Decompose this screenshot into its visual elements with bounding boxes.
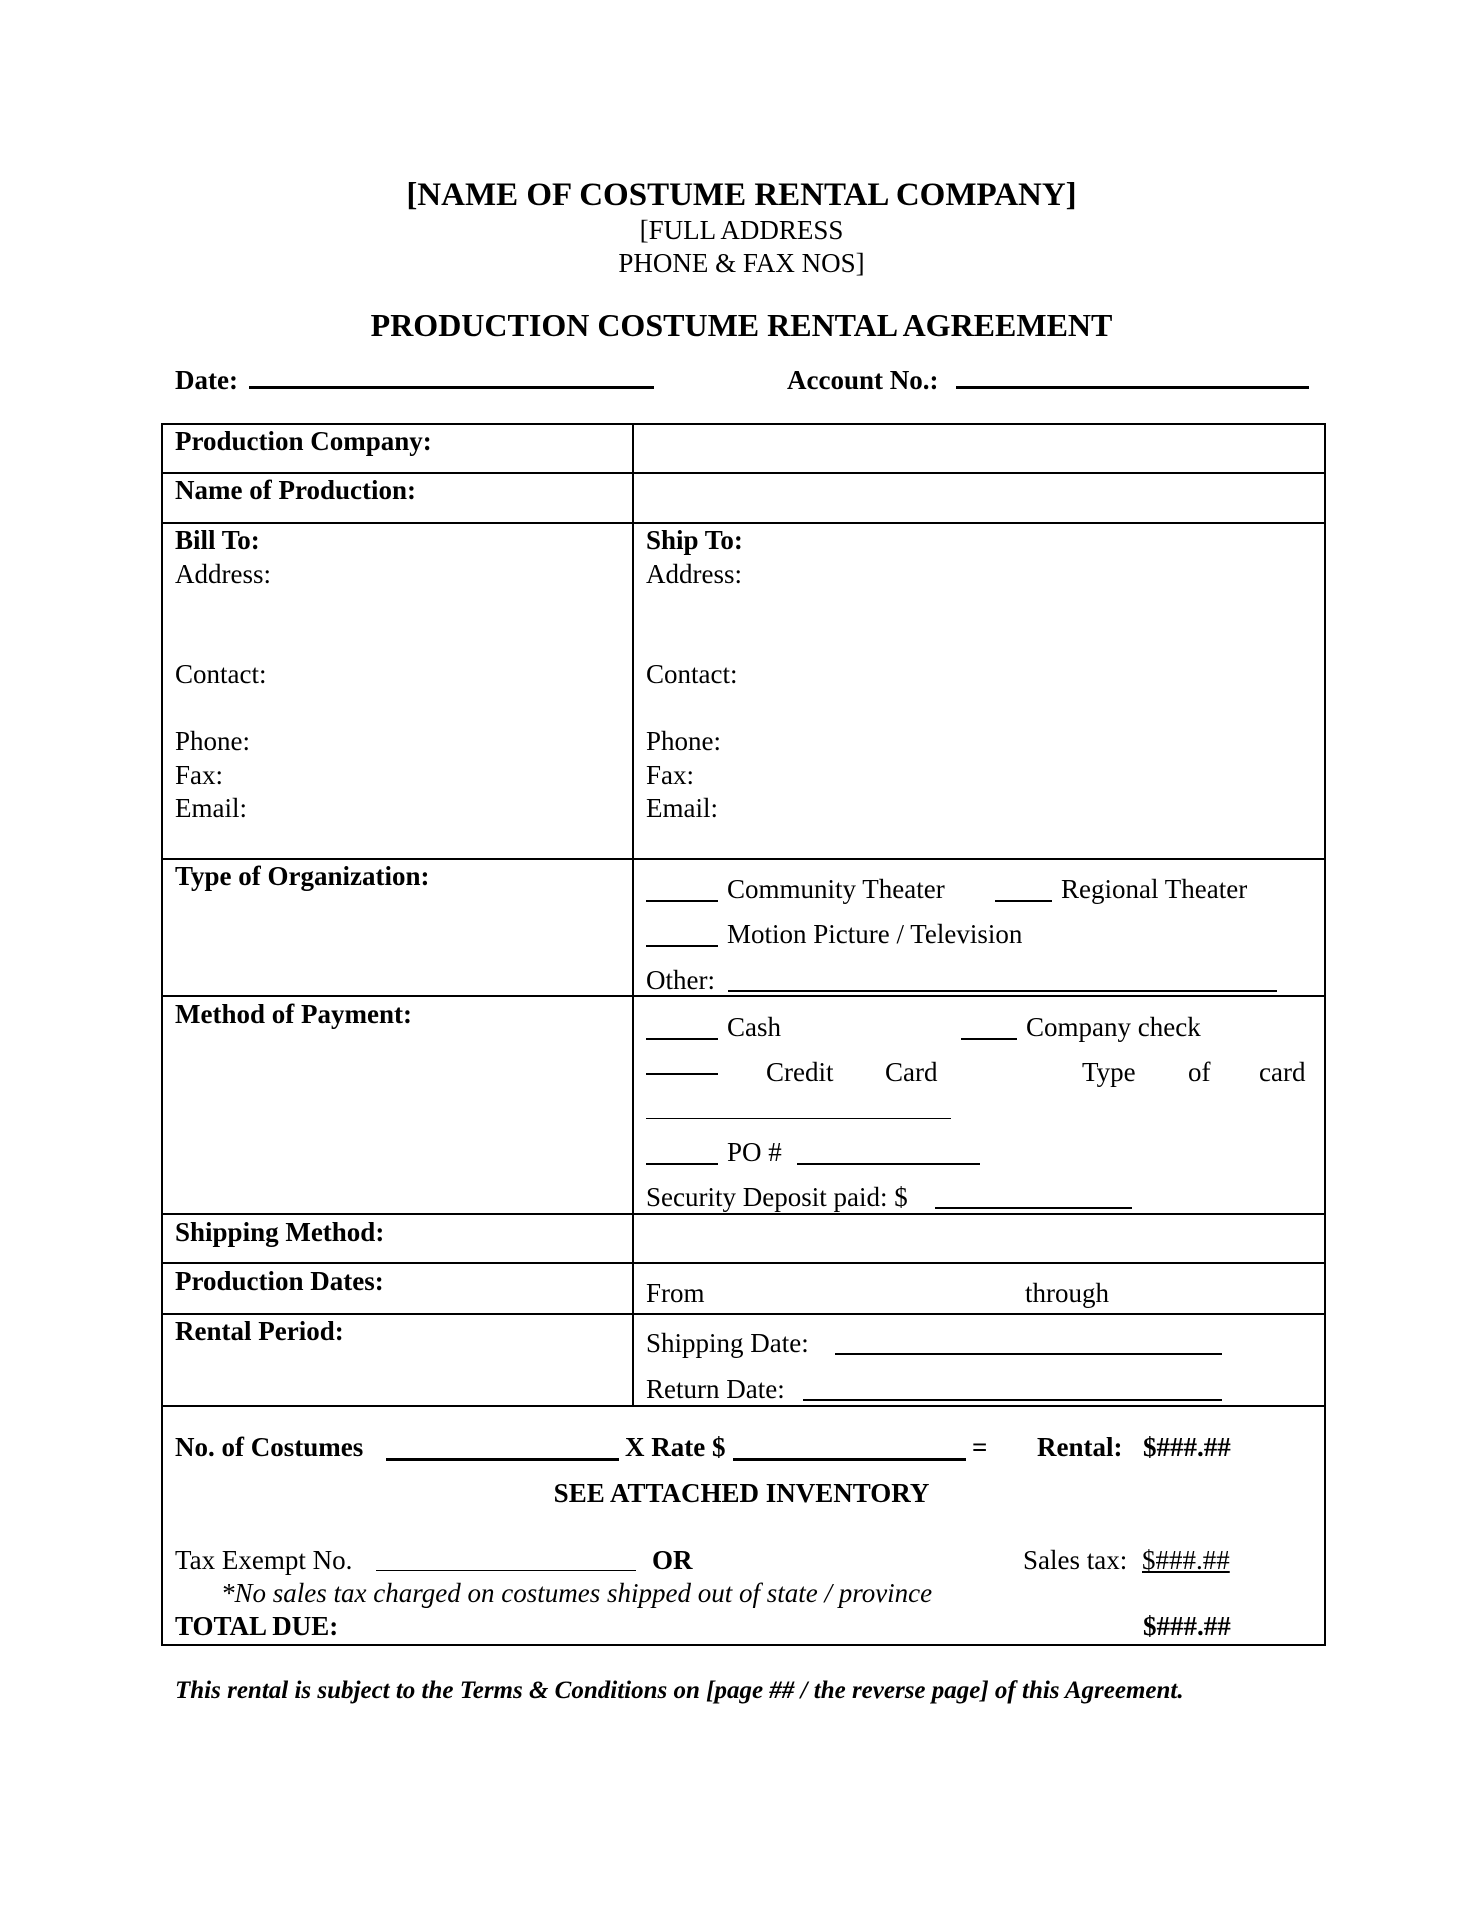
company-check-blank[interactable] — [961, 1038, 1017, 1040]
ship-to-fax: Fax: — [646, 760, 695, 790]
row-divider — [161, 1262, 1324, 1264]
bill-to-address: Address: — [175, 559, 271, 589]
ship-to-contact: Contact: — [646, 659, 738, 689]
no-costumes-field[interactable] — [386, 1458, 619, 1461]
page-title: PRODUCTION COSTUME RENTAL AGREEMENT — [370, 307, 1113, 343]
regional-theater-option: Regional Theater — [1061, 874, 1248, 904]
production-company-field[interactable] — [634, 425, 1322, 471]
card-word: Card — [885, 1057, 938, 1087]
rate-field[interactable] — [733, 1458, 966, 1461]
account-field[interactable] — [956, 386, 1309, 389]
date-field[interactable] — [249, 386, 654, 389]
shipping-method-field[interactable] — [634, 1215, 1322, 1261]
bill-to-contact: Contact: — [175, 659, 267, 689]
or-label: OR — [652, 1545, 693, 1575]
credit-card-blank[interactable] — [646, 1073, 718, 1075]
card-type-field[interactable] — [646, 1118, 951, 1119]
community-theater-option: Community Theater — [727, 874, 945, 904]
cash-option: Cash — [727, 1012, 781, 1042]
motion-picture-option: Motion Picture / Television — [727, 919, 1023, 949]
motion-picture-blank[interactable] — [646, 945, 718, 947]
bill-to-email: Email: — [175, 793, 247, 823]
row-divider — [161, 995, 1324, 997]
shipping-date-field[interactable] — [835, 1353, 1222, 1355]
rental-label: Rental: — [1037, 1432, 1123, 1462]
card-word-2: card — [1259, 1057, 1306, 1087]
production-dates-label: Production Dates: — [175, 1266, 384, 1296]
of-word: of — [1188, 1057, 1211, 1087]
see-inventory: SEE ATTACHED INVENTORY — [553, 1478, 930, 1508]
terms-notice: This rental is subject to the Terms & Conditions on [page ## / the reverse page] of this Agreement. — [175, 1677, 1184, 1704]
ship-to-address: Address: — [646, 559, 742, 589]
sales-tax-note: *No sales tax charged on costumes shipped out of state / province — [221, 1578, 933, 1608]
shipping-method-label: Shipping Method: — [175, 1217, 385, 1247]
return-date-field[interactable] — [803, 1399, 1222, 1401]
company-name: [NAME OF COSTUME RENTAL COMPANY] — [406, 177, 1077, 213]
account-label: Account No.: — [787, 365, 939, 395]
other-label: Other: — [646, 965, 715, 995]
security-deposit-label: Security Deposit paid: $ — [646, 1182, 908, 1212]
credit-word: Credit — [766, 1057, 834, 1087]
ship-to-title: Ship To: — [646, 525, 743, 555]
cash-blank[interactable] — [646, 1038, 718, 1040]
other-field[interactable] — [728, 990, 1277, 992]
shipping-date-label: Shipping Date: — [646, 1328, 809, 1358]
total-due-label: TOTAL DUE: — [175, 1611, 339, 1641]
regional-theater-blank[interactable] — [995, 900, 1052, 902]
row-divider — [161, 1405, 1324, 1407]
ship-to-phone: Phone: — [646, 726, 722, 756]
org-type-label: Type of Organization: — [175, 861, 430, 891]
rental-period-label: Rental Period: — [175, 1316, 344, 1346]
sales-tax-label: Sales tax: — [1023, 1545, 1128, 1575]
company-address: [FULL ADDRESS — [639, 215, 844, 245]
bill-to-phone: Phone: — [175, 726, 251, 756]
ship-to-email: Email: — [646, 793, 718, 823]
total-due-value: $###.## — [1143, 1611, 1231, 1641]
production-company-label: Production Company: — [175, 426, 432, 456]
name-of-production-field[interactable] — [634, 474, 1322, 521]
name-of-production-label: Name of Production: — [175, 475, 416, 505]
return-date-label: Return Date: — [646, 1374, 785, 1404]
company-check-option: Company check — [1026, 1012, 1201, 1042]
x-rate-label: X Rate $ — [625, 1432, 726, 1462]
payment-label: Method of Payment: — [175, 999, 412, 1029]
equals-sign: = — [972, 1432, 988, 1462]
no-costumes-label: No. of Costumes — [175, 1432, 364, 1462]
po-blank[interactable] — [646, 1163, 718, 1165]
through-label: through — [1025, 1278, 1109, 1308]
tax-exempt-field[interactable] — [376, 1570, 636, 1571]
po-field[interactable] — [797, 1163, 980, 1165]
po-label: PO # — [727, 1137, 782, 1167]
bill-to-title: Bill To: — [175, 525, 260, 555]
from-label: From — [646, 1278, 705, 1308]
type-word: Type — [1082, 1057, 1136, 1087]
tax-exempt-label: Tax Exempt No. — [175, 1545, 353, 1575]
sales-tax-value: $###.## — [1142, 1545, 1230, 1575]
rental-value: $###.## — [1143, 1432, 1231, 1462]
bill-to-fax: Fax: — [175, 760, 224, 790]
community-theater-blank[interactable] — [646, 900, 718, 902]
date-label: Date: — [175, 365, 238, 395]
company-phone-fax: PHONE & FAX NOS] — [618, 248, 865, 278]
security-deposit-field[interactable] — [935, 1207, 1132, 1209]
